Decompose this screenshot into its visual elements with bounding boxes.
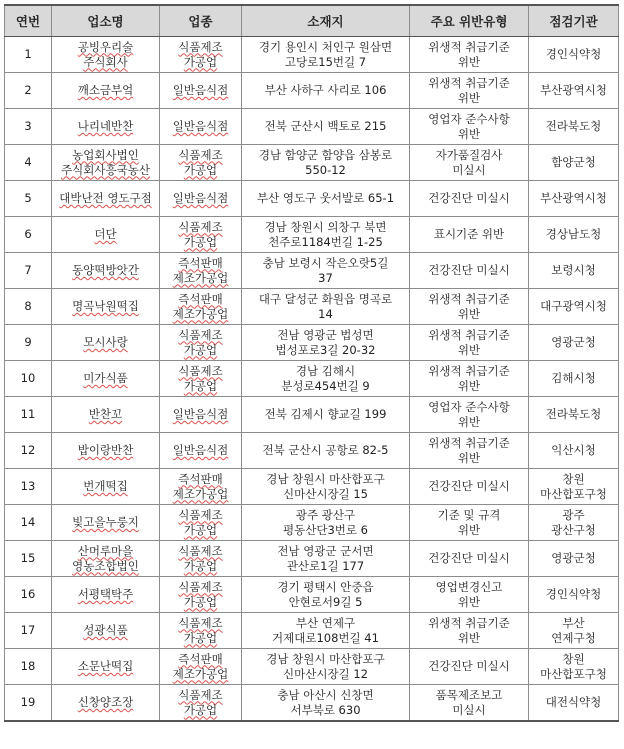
table-row: [5, 613, 619, 649]
cell-address-line: 평동산단3번로 6: [283, 522, 368, 537]
cell-address-line: 거제대로108번길 41: [272, 630, 379, 645]
cell-business-name-line: 번개떡집: [83, 479, 128, 493]
table-row: [5, 469, 619, 505]
cell-violation-type: [410, 469, 529, 505]
cell-violation-type-line: 위반: [457, 126, 481, 141]
cell-no: 4: [5, 145, 52, 181]
cell-violation-type-line: 미실시: [452, 162, 486, 177]
cell-business-type: [160, 397, 242, 433]
cell-business-name: [52, 109, 160, 145]
cell-address-line: 경남 김해시: [295, 363, 356, 378]
cell-no: 9: [5, 325, 52, 361]
cell-violation-type-line: 건강진단 미실시: [428, 263, 510, 277]
header-inspection-agency: 점검기관: [529, 5, 619, 37]
cell-business-name: [52, 541, 160, 577]
cell-business-type: [160, 613, 242, 649]
cell-no: 8: [5, 289, 52, 325]
cell-address: [242, 361, 410, 397]
cell-violation-type: [410, 397, 529, 433]
header-no: 연번: [5, 5, 52, 37]
cell-business-type-line: 식품제조: [178, 615, 223, 630]
cell-violation-type-line: 위반: [457, 90, 481, 105]
table-row: [5, 685, 619, 722]
table-row: [5, 541, 619, 577]
cell-inspection-agency: [529, 217, 619, 253]
cell-business-name: [52, 37, 160, 73]
cell-address-line: 서부북로 630: [290, 702, 361, 717]
cell-business-name: [52, 433, 160, 469]
cell-no: 16: [5, 577, 52, 613]
cell-business-type-line: 식품제조: [178, 687, 223, 702]
cell-business-type-line: 식품제조: [178, 39, 223, 54]
cell-business-name-line: 미가식품: [83, 371, 128, 385]
cell-address-line: 부산 연제구: [295, 615, 356, 630]
cell-inspection-agency-line: 경인식약청: [545, 587, 602, 601]
cell-business-type-line: 식품제조: [178, 147, 223, 162]
cell-address: [242, 109, 410, 145]
cell-inspection-agency-line: 경인식약청: [545, 47, 602, 61]
cell-business-name-line: 모시사랑: [83, 335, 128, 349]
cell-business-type: [160, 505, 242, 541]
cell-inspection-agency-line: 경상남도청: [545, 227, 602, 241]
cell-business-name: [52, 217, 160, 253]
cell-violation-type: [410, 289, 529, 325]
cell-inspection-agency: [529, 37, 619, 73]
cell-business-type-line: 가공업: [183, 234, 218, 249]
cell-inspection-agency: [529, 73, 619, 109]
cell-business-name-line: 서평택탁주: [77, 587, 134, 601]
cell-inspection-agency: [529, 361, 619, 397]
cell-business-name-line: 밥이랑반찬: [77, 443, 134, 457]
cell-violation-type-line: 건강진단 미실시: [428, 479, 510, 493]
cell-address-line: 경남 창원시 의창구 북면: [264, 219, 387, 234]
cell-business-type-line: 가공업: [183, 162, 218, 177]
cell-address-line: 14: [318, 306, 333, 321]
cell-business-name: [52, 577, 160, 613]
cell-address: [242, 505, 410, 541]
cell-business-type: [160, 109, 242, 145]
cell-violation-type-line: 위반: [457, 306, 481, 321]
table-row: [5, 649, 619, 685]
cell-violation-type: [410, 37, 529, 73]
cell-no: 19: [5, 685, 52, 722]
cell-violation-type-line: 위반: [457, 630, 481, 645]
cell-violation-type-line: 영업자 준수사항: [428, 399, 510, 414]
cell-inspection-agency: [529, 253, 619, 289]
cell-violation-type: [410, 325, 529, 361]
cell-business-name-line: 농업회사법인: [72, 147, 139, 162]
cell-inspection-agency: [529, 181, 619, 217]
cell-business-type-line: 즉석판매: [178, 255, 223, 270]
cell-violation-type-line: 영업변경신고: [435, 579, 503, 594]
cell-business-type-line: 제조가공업: [172, 270, 229, 285]
cell-address: [242, 397, 410, 433]
cell-business-type: [160, 361, 242, 397]
cell-address-line: 경기 평택시 안중읍: [277, 579, 374, 594]
table-row: [5, 145, 619, 181]
cell-address: [242, 649, 410, 685]
cell-business-name: [52, 289, 160, 325]
cell-business-name: [52, 361, 160, 397]
cell-inspection-agency-line: 부산: [562, 615, 585, 630]
cell-address: [242, 577, 410, 613]
cell-inspection-agency-line: 마산합포구청: [540, 666, 607, 681]
cell-violation-type-line: 건강진단 미실시: [428, 191, 510, 205]
cell-violation-type: [410, 613, 529, 649]
cell-address-line: 신마산시장길 15: [283, 486, 368, 501]
cell-inspection-agency-line: 창원: [562, 651, 585, 666]
cell-inspection-agency-line: 전라북도청: [545, 119, 602, 133]
cell-violation-type-line: 위반: [457, 594, 481, 609]
cell-business-type: [160, 37, 242, 73]
cell-violation-type-line: 위반: [457, 378, 481, 393]
cell-violation-type: [410, 577, 529, 613]
table-body: [5, 37, 619, 722]
cell-business-type-line: 식품제조: [178, 507, 223, 522]
table-row: [5, 217, 619, 253]
cell-business-name: [52, 325, 160, 361]
cell-address-line: 안현로서9길 5: [288, 594, 363, 609]
cell-inspection-agency-line: 영광군청: [551, 335, 596, 349]
table-row: [5, 433, 619, 469]
cell-no: 3: [5, 109, 52, 145]
cell-business-name-line: 공빙우리술: [77, 39, 134, 54]
header-business-name: 업소명: [52, 5, 160, 37]
cell-inspection-agency-line: 연제구청: [551, 630, 596, 645]
cell-address-line: 37: [318, 270, 333, 285]
cell-business-type: [160, 181, 242, 217]
cell-address-line: 경남 창원시 마산합포구: [266, 651, 385, 666]
cell-inspection-agency-line: 부산광역시청: [540, 83, 607, 97]
cell-business-type-line: 가공업: [183, 342, 218, 357]
cell-business-type: [160, 217, 242, 253]
cell-business-name-line: 명곡낙원떡집: [72, 299, 139, 313]
cell-inspection-agency-line: 함양군청: [551, 155, 596, 169]
cell-inspection-agency-line: 익산시청: [551, 443, 596, 457]
cell-violation-type-line: 영업자 준수사항: [428, 111, 510, 126]
cell-inspection-agency: [529, 577, 619, 613]
cell-business-type: [160, 469, 242, 505]
cell-business-type-line: 가공업: [183, 54, 218, 69]
cell-address-line: 분성로454번길 9: [281, 378, 370, 393]
cell-business-type: [160, 73, 242, 109]
cell-business-type-line: 즉석판매: [178, 471, 223, 486]
cell-no: 12: [5, 433, 52, 469]
cell-violation-type-line: 표시기준 위반: [433, 227, 505, 241]
cell-violation-type: [410, 649, 529, 685]
cell-inspection-agency: [529, 433, 619, 469]
cell-business-name-line: 신창양조장: [77, 695, 134, 709]
cell-violation-type: [410, 217, 529, 253]
cell-no: 6: [5, 217, 52, 253]
cell-inspection-agency: [529, 685, 619, 722]
cell-violation-type-line: 품목제조보고: [435, 687, 503, 702]
cell-business-name-line: 나리네반찬: [77, 119, 134, 133]
cell-business-type-line: 식품제조: [178, 363, 223, 378]
cell-violation-type-line: 위반: [457, 414, 481, 429]
cell-business-type-line: 즉석판매: [178, 651, 223, 666]
cell-violation-type: [410, 541, 529, 577]
cell-address: [242, 325, 410, 361]
cell-business-name: [52, 397, 160, 433]
table-row: [5, 397, 619, 433]
cell-business-name-line: 성광식품: [83, 623, 128, 637]
cell-address: [242, 253, 410, 289]
cell-inspection-agency-line: 대구광역시청: [540, 299, 607, 313]
table-row: [5, 73, 619, 109]
table-row: [5, 361, 619, 397]
cell-business-name-line: 산머루마을: [77, 543, 134, 558]
cell-inspection-agency: [529, 109, 619, 145]
cell-business-name-line: 동양떡방앗간: [72, 263, 139, 277]
cell-business-type: [160, 289, 242, 325]
cell-violation-type-line: 기준 및 규격: [437, 507, 501, 522]
cell-violation-type-line: 자가품질검사: [435, 147, 503, 162]
cell-business-type-line: 즉석판매: [178, 291, 223, 306]
table-row: [5, 325, 619, 361]
cell-address: [242, 541, 410, 577]
cell-no: 7: [5, 253, 52, 289]
cell-address-line: 천주로1184번길 1-25: [268, 234, 383, 249]
cell-address-line: 광주 광산구: [295, 507, 356, 522]
cell-violation-type: [410, 145, 529, 181]
cell-violation-type-line: 미실시: [452, 702, 486, 717]
cell-inspection-agency-line: 김해시청: [551, 371, 596, 385]
cell-no: 5: [5, 181, 52, 217]
cell-no: 17: [5, 613, 52, 649]
cell-address-line: 충남 보령시 작은오랏5길: [262, 255, 389, 270]
cell-business-name: [52, 253, 160, 289]
cell-business-name: [52, 685, 160, 722]
cell-violation-type-line: 위생적 취급기준: [428, 435, 510, 450]
cell-business-type: [160, 433, 242, 469]
cell-no: 2: [5, 73, 52, 109]
cell-business-type-line: 일반음식점: [172, 443, 229, 457]
cell-business-type-line: 가공업: [183, 558, 218, 573]
cell-no: 1: [5, 37, 52, 73]
table-header-row: [5, 5, 619, 37]
cell-address-line: 전북 군산시 공항로 82-5: [262, 443, 389, 457]
cell-business-type-line: 식품제조: [178, 579, 223, 594]
cell-violation-type-line: 위생적 취급기준: [428, 39, 510, 54]
cell-business-type-line: 가공업: [183, 522, 218, 537]
cell-business-type: [160, 325, 242, 361]
cell-business-type-line: 식품제조: [178, 219, 223, 234]
cell-address-line: 전남 영광군 군서면: [277, 543, 374, 558]
cell-violation-type: [410, 361, 529, 397]
cell-address-line: 충남 아산시 신창면: [277, 687, 374, 702]
cell-inspection-agency: [529, 397, 619, 433]
cell-inspection-agency: [529, 613, 619, 649]
cell-address: [242, 613, 410, 649]
violations-table-container: [4, 4, 618, 722]
cell-violation-type-line: 위반: [457, 54, 481, 69]
cell-address: [242, 433, 410, 469]
cell-inspection-agency-line: 영광군청: [551, 551, 596, 565]
cell-business-type-line: 제조가공업: [172, 306, 229, 321]
header-address: 소재지: [242, 5, 410, 37]
cell-inspection-agency-line: 전라북도청: [545, 407, 602, 421]
cell-no: 14: [5, 505, 52, 541]
cell-address-line: 고당로15번길 7: [284, 54, 367, 69]
cell-business-name: [52, 469, 160, 505]
cell-business-type: [160, 541, 242, 577]
cell-violation-type: [410, 181, 529, 217]
cell-business-type-line: 제조가공업: [172, 666, 229, 681]
cell-business-type-line: 가공업: [183, 594, 218, 609]
cell-business-type-line: 일반음식점: [172, 119, 229, 133]
cell-violation-type-line: 건강진단 미실시: [428, 659, 510, 673]
cell-address: [242, 145, 410, 181]
cell-inspection-agency-line: 대전식약청: [545, 695, 602, 709]
table-row: [5, 109, 619, 145]
cell-inspection-agency: [529, 469, 619, 505]
cell-inspection-agency-line: 보령시청: [551, 263, 596, 277]
cell-violation-type-line: 위생적 취급기준: [428, 327, 510, 342]
cell-business-type-line: 일반음식점: [172, 191, 229, 205]
table-row: [5, 37, 619, 73]
table-row: [5, 289, 619, 325]
cell-business-name: [52, 649, 160, 685]
table-row: [5, 577, 619, 613]
cell-violation-type: [410, 505, 529, 541]
cell-inspection-agency-line: 마산합포구청: [540, 486, 607, 501]
cell-inspection-agency: [529, 541, 619, 577]
cell-address: [242, 289, 410, 325]
cell-address-line: 신마산시장길 12: [283, 666, 368, 681]
cell-no: 18: [5, 649, 52, 685]
cell-business-type: [160, 649, 242, 685]
cell-address-line: 경남 창원시 마산합포구: [266, 471, 385, 486]
cell-violation-type-line: 건강진단 미실시: [428, 551, 510, 565]
cell-address-line: 전남 영광군 법성면: [277, 327, 374, 342]
cell-business-type-line: 제조가공업: [172, 486, 229, 501]
cell-violation-type-line: 위생적 취급기준: [428, 75, 510, 90]
cell-violation-type: [410, 253, 529, 289]
cell-address-line: 경남 함양군 함양읍 삼봉로: [258, 147, 393, 162]
cell-inspection-agency: [529, 505, 619, 541]
cell-business-type-line: 가공업: [183, 630, 218, 645]
cell-business-type: [160, 253, 242, 289]
cell-business-name: [52, 613, 160, 649]
cell-address-line: 전북 김제시 향교길 199: [264, 407, 387, 421]
cell-business-type-line: 가공업: [183, 378, 218, 393]
cell-business-type-line: 식품제조: [178, 543, 223, 558]
cell-business-type: [160, 145, 242, 181]
violations-table: [4, 4, 619, 722]
cell-business-name: [52, 505, 160, 541]
cell-business-name-line: 소문난떡집: [77, 659, 134, 673]
cell-inspection-agency-line: 창원: [562, 471, 585, 486]
cell-business-name-line: 반찬꼬: [88, 407, 123, 421]
cell-address-line: 법성포로3길 20-32: [275, 342, 376, 357]
cell-business-name-line: 빛고을누룽지: [72, 515, 139, 529]
cell-inspection-agency-line: 광주: [562, 507, 585, 522]
cell-violation-type-line: 위반: [457, 450, 481, 465]
cell-business-type-line: 일반음식점: [172, 83, 229, 97]
cell-address-line: 경기 용인시 처인구 원삼면: [258, 39, 393, 54]
cell-no: 15: [5, 541, 52, 577]
cell-address: [242, 37, 410, 73]
cell-violation-type: [410, 685, 529, 722]
cell-address-line: 550-12: [305, 162, 346, 177]
cell-violation-type-line: 위생적 취급기준: [428, 615, 510, 630]
cell-violation-type: [410, 73, 529, 109]
cell-inspection-agency: [529, 325, 619, 361]
cell-business-name-line: 주식회사흥국농산: [61, 162, 150, 177]
cell-violation-type-line: 위반: [457, 522, 481, 537]
header-business-type: 업종: [160, 5, 242, 37]
cell-violation-type: [410, 109, 529, 145]
table-row: [5, 505, 619, 541]
cell-violation-type-line: 위생적 취급기준: [428, 291, 510, 306]
cell-address: [242, 469, 410, 505]
cell-address: [242, 685, 410, 722]
cell-business-name: [52, 181, 160, 217]
cell-address-line: 부산 영도구 웃서발로 65-1: [256, 191, 395, 205]
cell-inspection-agency-line: 부산광역시청: [540, 191, 607, 205]
cell-business-name-line: 대박난전 영도구점: [59, 191, 152, 205]
cell-address: [242, 73, 410, 109]
cell-no: 13: [5, 469, 52, 505]
cell-violation-type-line: 위생적 취급기준: [428, 363, 510, 378]
cell-business-name-line: 주식회사: [83, 54, 128, 69]
cell-address-line: 관산로1길 177: [286, 558, 365, 573]
cell-inspection-agency: [529, 649, 619, 685]
cell-address-line: 대구 달성군 화원읍 명곡로: [258, 291, 393, 306]
cell-business-name: [52, 145, 160, 181]
cell-violation-type-line: 위반: [457, 342, 481, 357]
cell-business-type-line: 일반음식점: [172, 407, 229, 421]
cell-business-name-line: 깨소금부엌: [77, 83, 134, 97]
cell-violation-type: [410, 433, 529, 469]
cell-business-type: [160, 685, 242, 722]
cell-address-line: 전북 군산시 백토로 215: [264, 119, 387, 133]
cell-address: [242, 217, 410, 253]
cell-inspection-agency: [529, 289, 619, 325]
table-row: [5, 253, 619, 289]
table-row: [5, 181, 619, 217]
cell-no: 10: [5, 361, 52, 397]
cell-business-name: [52, 73, 160, 109]
cell-business-type: [160, 577, 242, 613]
cell-no: 11: [5, 397, 52, 433]
cell-inspection-agency-line: 광산구청: [551, 522, 596, 537]
header-violation-type: 주요 위반유형: [410, 5, 529, 37]
cell-address: [242, 181, 410, 217]
cell-business-name-line: 더단: [94, 227, 117, 241]
cell-inspection-agency: [529, 145, 619, 181]
cell-business-type-line: 가공업: [183, 702, 218, 717]
cell-address-line: 부산 사하구 사리로 106: [264, 83, 387, 97]
cell-business-type-line: 식품제조: [178, 327, 223, 342]
cell-business-name-line: 영농조합법인: [72, 558, 139, 573]
